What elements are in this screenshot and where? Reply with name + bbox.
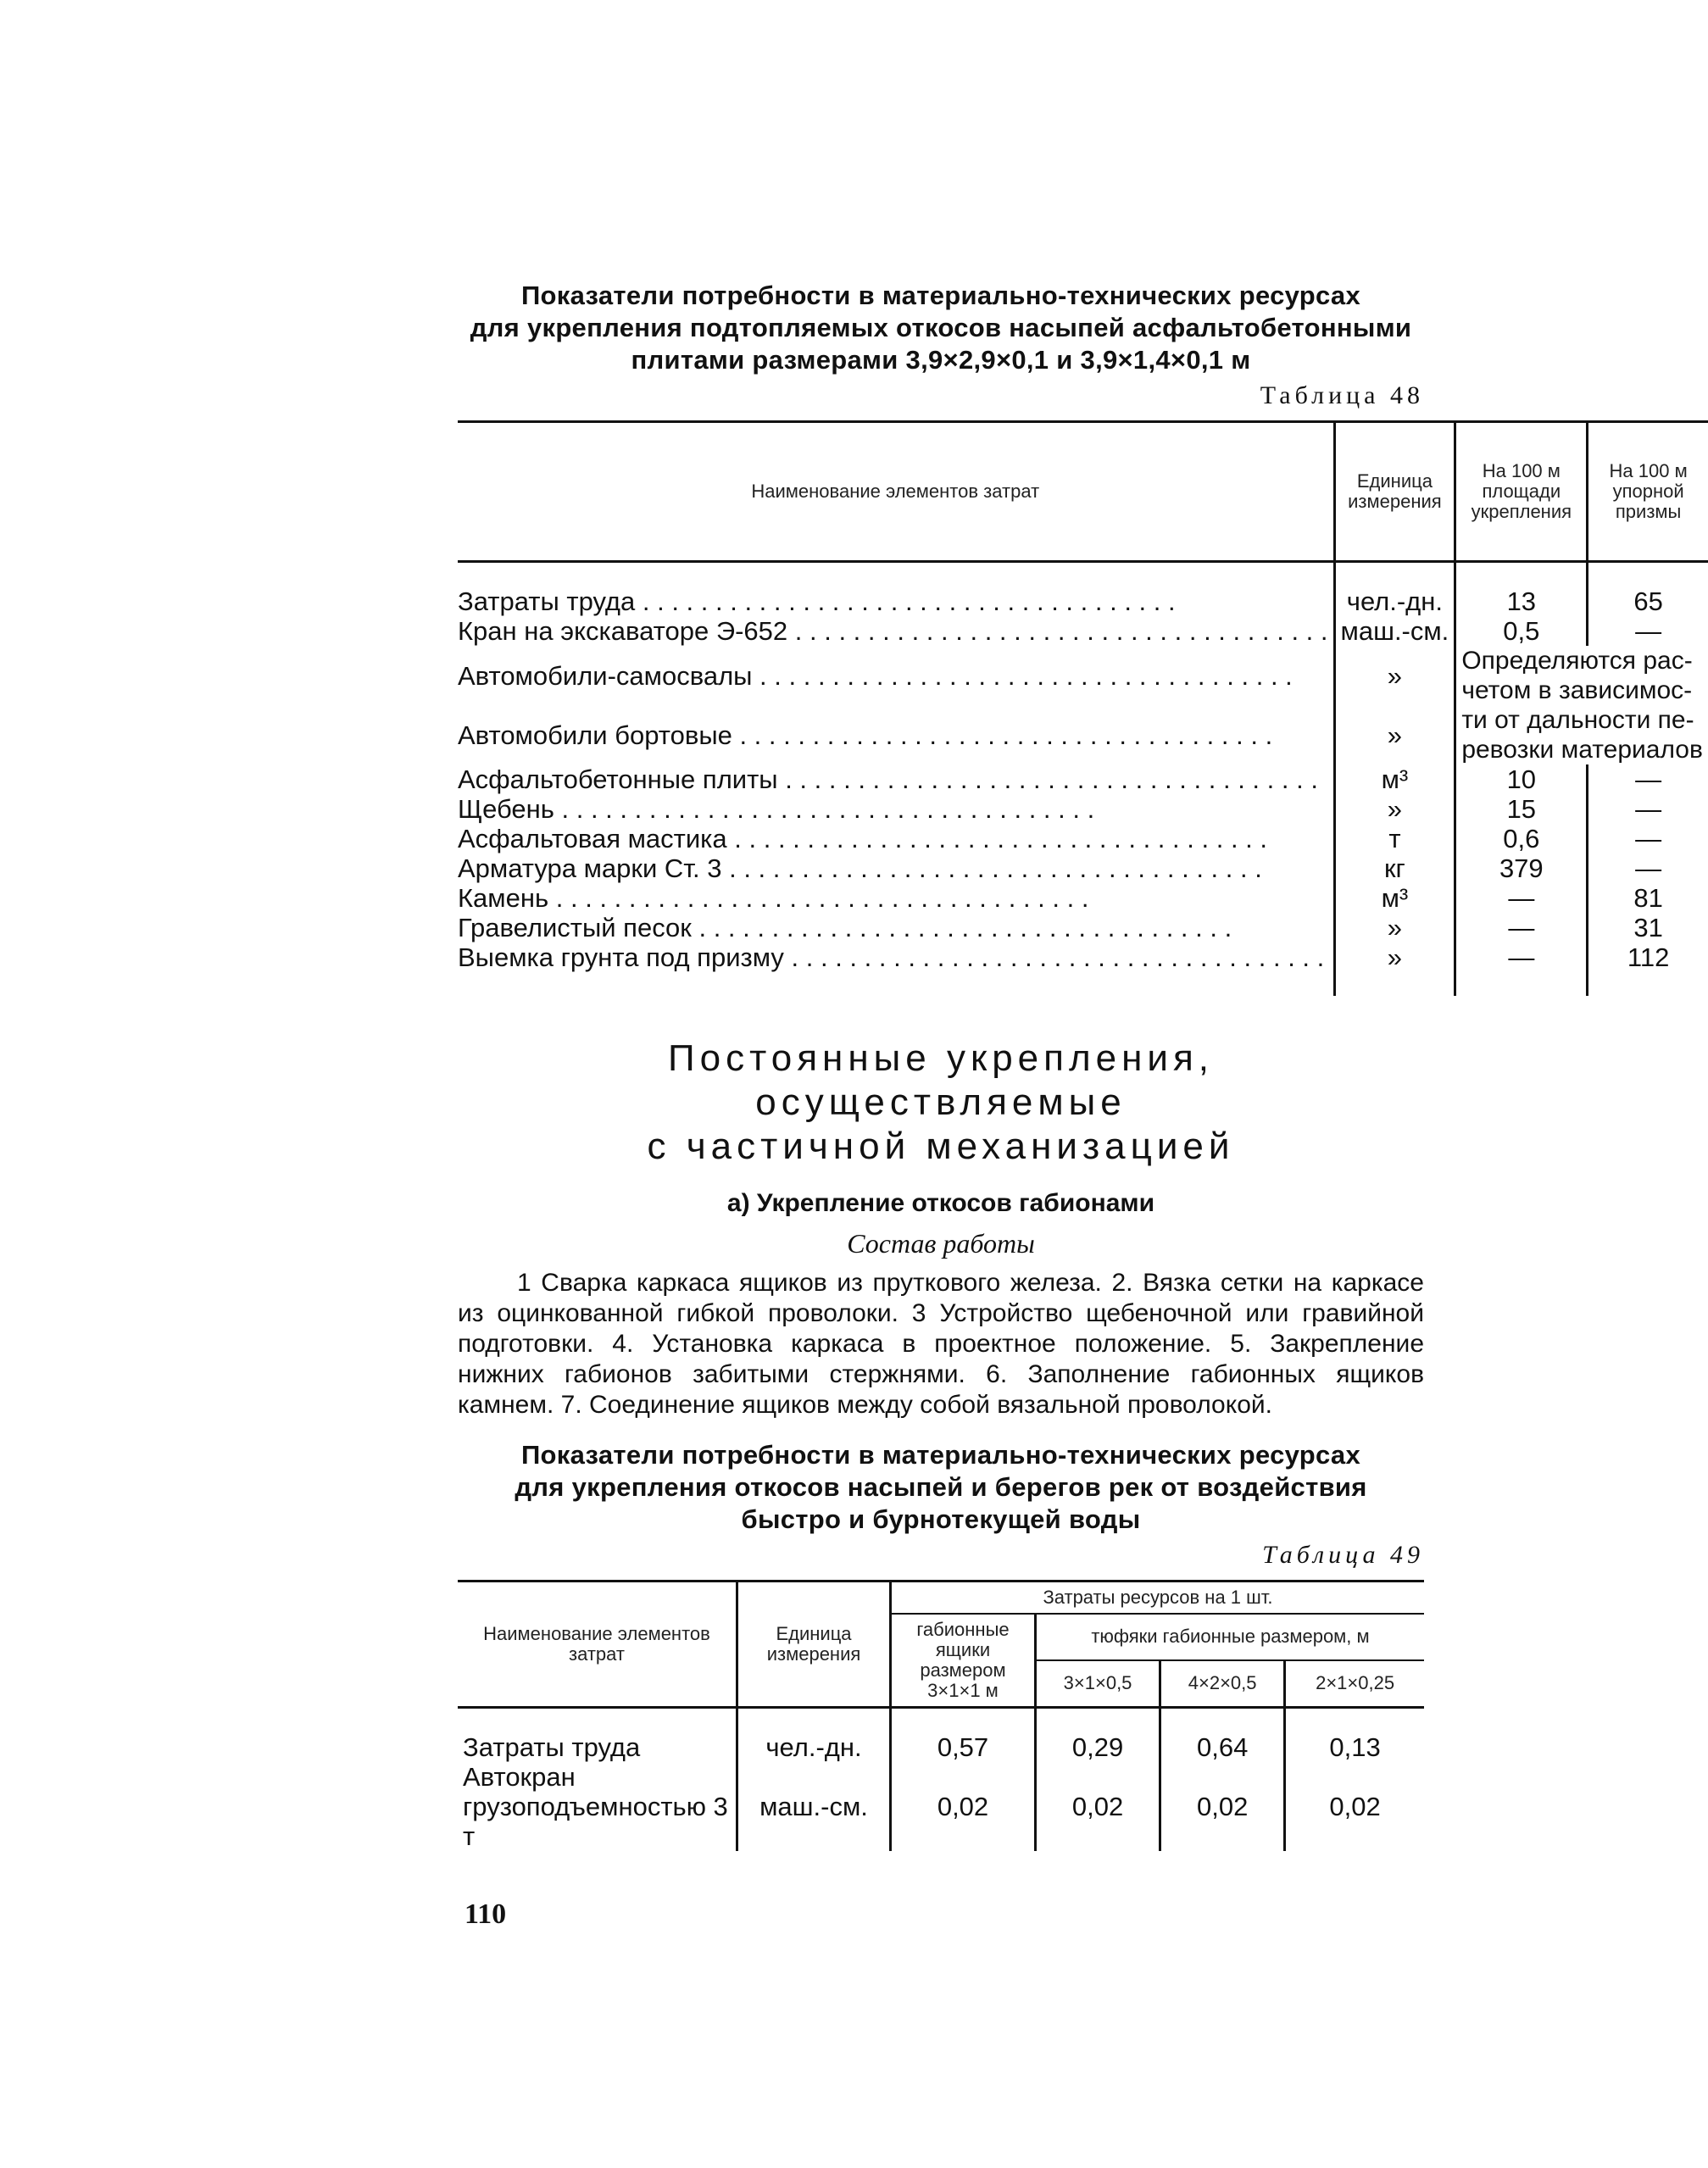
cell-name: Гравелистый песок . . . [458, 913, 1334, 942]
table-row [458, 824, 1708, 853]
cell-value: 0,02 [1285, 1762, 1424, 1851]
cell-value: 0,13 [1285, 1708, 1424, 1763]
table-row [458, 913, 1708, 942]
cell-unit: » [1334, 705, 1455, 764]
cell-per-area: 0,6 [1455, 824, 1588, 853]
cell-name: Выемка грунта под призму . . . [458, 942, 1334, 996]
table-48-caption: Показатели потребности в материально-технических ресурсах для укрепления подтопляемых откосов насыпей асфальтобетонными плитами размерами 3,9×2,9×0,1 и 3,9×1,4×0,1 м [470, 281, 1412, 375]
document-page [458, 280, 1703, 1851]
cell-per-area: — [1455, 913, 1588, 942]
page-number: 110 [465, 1898, 507, 1930]
cell-unit: кг [1334, 853, 1455, 883]
col-header-name: Наименование элементов затрат [458, 422, 1334, 562]
cell-unit: м³ [1334, 883, 1455, 913]
cell-value: 0,02 [891, 1762, 1036, 1851]
composition-title: Состав работы [847, 1228, 1035, 1259]
cell-name: Щебень . . . [458, 794, 1334, 824]
cell-unit: » [1334, 794, 1455, 824]
cell-per-prism: 31 [1588, 913, 1708, 942]
col-header-gabion: габионные ящики размером 3×1×1 м [891, 1614, 1036, 1708]
col-header-unit: Единица измерения [737, 1582, 891, 1708]
cell-per-prism: 65 [1588, 562, 1708, 617]
col-header-per-prism: На 100 м упорной призмы [1588, 422, 1708, 562]
col-header-unit: Единица измерения [1334, 422, 1455, 562]
cell-unit: маш.-см. [737, 1762, 891, 1851]
composition-text: 1 Сварка каркаса ящиков из пруткового железа. 2. Вязка сетки на каркасе из оцинкованной гибкой проволоки. 3 Устройство щебеночной или гравийной подготовки. 4. Установка каркаса в проектное положение. 5. Закрепление нижних габионов забитыми стержнями. 6. Заполнение габионных ящиков камнем. 7. Соединение ящиков между собой вязальной проволокой. [458, 1269, 1424, 1419]
table-row [458, 764, 1708, 794]
cell-per-area: 10 [1455, 764, 1588, 794]
cell-per-prism: 112 [1588, 942, 1708, 996]
table-row [458, 616, 1708, 646]
col-header-per-area: На 100 м площади укрепления [1455, 422, 1588, 562]
table-row [458, 942, 1708, 996]
table-row [458, 1708, 1424, 1763]
cell-name: Асфальтобетонные плиты . . . [458, 764, 1334, 794]
table-48-label: Таблица 48 [1260, 381, 1424, 409]
cell-value: 0,64 [1160, 1708, 1285, 1763]
cell-value: 0,29 [1036, 1708, 1160, 1763]
col-header-group: Затраты ресурсов на 1 шт. [891, 1582, 1425, 1615]
cell-unit: чел.-дн. [737, 1708, 891, 1763]
cell-value: 0,57 [891, 1708, 1036, 1763]
cell-per-prism: — [1588, 824, 1708, 853]
cell-value: 0,02 [1036, 1762, 1160, 1851]
table-row [458, 794, 1708, 824]
cell-unit: маш.-см. [1334, 616, 1455, 646]
table-row [458, 646, 1708, 705]
col-header-mattress-group: тюфяки габионные размером, м [1036, 1614, 1425, 1660]
cell-per-prism: — [1588, 616, 1708, 646]
table-48 [458, 420, 1708, 996]
cell-unit: » [1334, 646, 1455, 705]
cell-name: Кран на экскаваторе Э-652 . . . [458, 616, 1334, 646]
cell-per-area: 13 [1455, 562, 1588, 617]
cell-name: Затраты труда [463, 1732, 641, 1762]
col-header-m1: 3×1×0,5 [1036, 1660, 1160, 1708]
section-title: Постоянные укрепления, осуществляемые с частичной механизацией [647, 1037, 1235, 1167]
table-row [458, 562, 1708, 617]
table-49 [458, 1580, 1424, 1851]
cell-per-area: — [1455, 883, 1588, 913]
cell-per-area: 0,5 [1455, 616, 1588, 646]
cell-unit: » [1334, 913, 1455, 942]
col-header-m3: 2×1×0,25 [1285, 1660, 1424, 1708]
table-row [458, 853, 1708, 883]
cell-name: Автомобили-самосвалы . . . [458, 646, 1334, 705]
cell-name: Автокран грузоподъемностью 3 т [463, 1762, 728, 1851]
cell-unit: т [1334, 824, 1455, 853]
cell-unit: чел.-дн. [1334, 562, 1455, 617]
table-49-caption: Показатели потребности в материально-технических ресурсах для укрепления откосов насыпей и берегов рек от воздействия быстро и бурнотекущей воды [515, 1440, 1367, 1534]
cell-name: Асфальтовая мастика . . . [458, 824, 1334, 853]
col-header-m2: 4×2×0,5 [1160, 1660, 1285, 1708]
cell-name: Затраты труда . . . [458, 562, 1334, 617]
cell-name: Автомобили бортовые . . . [458, 705, 1334, 764]
cell-per-prism: — [1588, 764, 1708, 794]
table-row [458, 883, 1708, 913]
cell-per-area: 379 [1455, 853, 1588, 883]
cell-per-prism: 81 [1588, 883, 1708, 913]
cell-per-prism: — [1588, 794, 1708, 824]
cell-per-area: 15 [1455, 794, 1588, 824]
table-row [458, 1762, 1424, 1851]
cell-unit: м³ [1334, 764, 1455, 794]
col-header-name: Наименование элементов затрат [458, 1582, 737, 1708]
cell-name: Арматура марки Ст. 3 . . . [458, 853, 1334, 883]
cell-per-area: — [1455, 942, 1588, 996]
section-subtitle: а) Укрепление откосов габионами [726, 1189, 1155, 1217]
cell-unit: » [1334, 942, 1455, 996]
cell-per-prism: — [1588, 853, 1708, 883]
cell-name: Камень . . . [458, 883, 1334, 913]
note-cell: Определяются рас- четом в зависимос- ти от дальности пе- ревозки материалов [1455, 646, 1708, 764]
cell-value: 0,02 [1160, 1762, 1285, 1851]
table-49-label: Таблица 49 [1262, 1541, 1424, 1569]
